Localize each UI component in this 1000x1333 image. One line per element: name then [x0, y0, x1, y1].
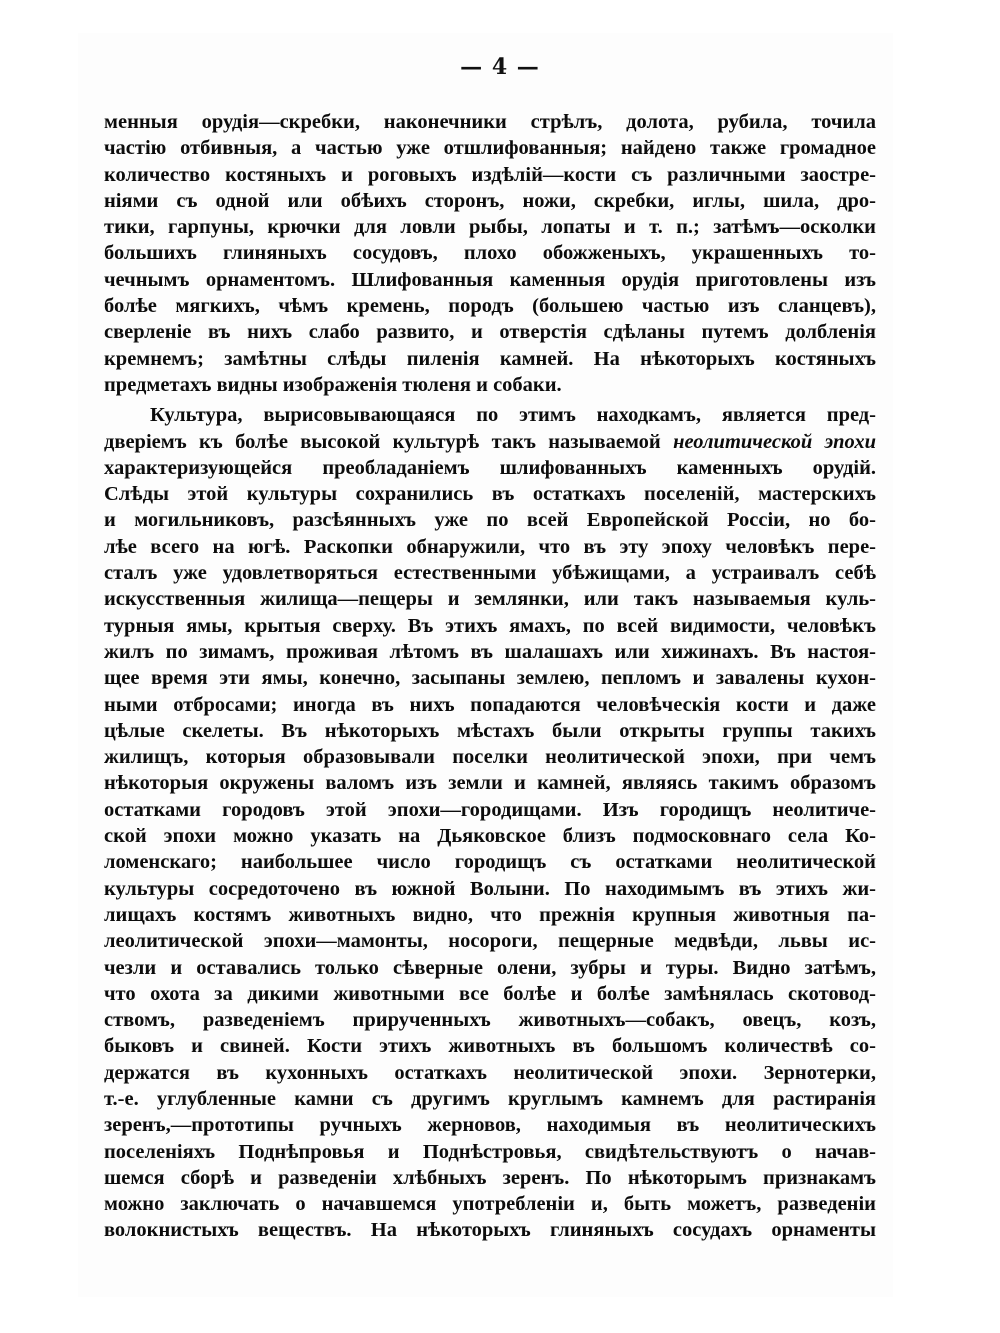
- text-line: что охота за дикими животными все болѣе и болѣе замѣнялась скотовод-: [104, 982, 876, 1005]
- text-line: болѣе мягкихъ, чѣмъ кремень, породъ (большею частью изъ сланцевъ),: [104, 295, 876, 318]
- paragraph-1: [104, 109, 876, 398]
- text-line: большихъ глиняныхъ сосудовъ, плохо обожженыхъ, украшенныхъ то-: [104, 242, 876, 265]
- text-line: леолитической эпохи—мамонты, носороги, пещерные медвѣди, львы ис-: [104, 930, 876, 953]
- text-line: ными отбросами; иногда въ нихъ попадаются человѣческія кости и даже: [104, 693, 876, 716]
- text-line: частію отбивныя, а частью уже отшлифованныя; найдено также громадное: [104, 137, 876, 160]
- text-line: жилъ по зимамъ, проживая лѣтомъ въ шалашахъ или хижинахъ. Въ настоя-: [104, 640, 876, 663]
- text-line: кремнемъ; замѣтны слѣды пиленія камней. На нѣкоторыхъ костяныхъ: [104, 347, 876, 370]
- text-line: чезли и оставались только сѣверные олени, зубры и туры. Видно затѣмъ,: [104, 956, 876, 979]
- text-line: нѣкоторыя окружены валомъ изъ земли и камней, являясь такимъ образомъ: [104, 772, 876, 795]
- text-line: тики, гарпуны, крючки для ловли рыбы, лопаты и т. п.; затѣмъ—осколки: [104, 216, 876, 239]
- text-line: быковъ и свиней. Кости этихъ животныхъ въ большомъ количествѣ со-: [104, 1035, 876, 1058]
- text-segment: дверіемъ къ болѣе высокой культурѣ такъ называемой: [104, 430, 661, 453]
- text-line: культуры сосредоточено въ южной Волыни. По находимымъ въ этихъ жи-: [104, 877, 876, 900]
- text-line: характеризующейся преобладаніемъ шлифованныхъ каменныхъ орудій.: [104, 456, 876, 479]
- text-line: держатся въ кухонныхъ остаткахъ неолитической эпохи. Зернотерки,: [104, 1061, 876, 1084]
- text-line: лищахъ костямъ животныхъ видно, что прежнія крупныя животныя па-: [104, 903, 876, 926]
- text-line: поселеніяхъ Поднѣпровья и Поднѣстровья, свидѣтельствуютъ о начав-: [104, 1140, 876, 1163]
- text-line: Слѣды этой культуры сохранились въ остаткахъ поселеній, мастерскихъ: [104, 483, 876, 506]
- text-line: Культура, вырисовывающаяся по этимъ находкамъ, является пред-: [150, 404, 876, 427]
- text-line: щее время эти ямы, конечно, засыпаны землею, пепломъ и завалены кухон-: [104, 667, 876, 690]
- page-number: — 4 —: [460, 54, 540, 80]
- italic-term: неолитической эпохи: [673, 430, 876, 453]
- text-line: искусственныя жилища—пещеры и землянки, или такъ называемыя куль-: [104, 588, 876, 611]
- text-line: турныя ямы, крытыя сверху. Въ этихъ ямахъ, по всей видимости, человѣкъ: [104, 614, 876, 637]
- text-line: шемся сборѣ и разведеніи хлѣбныхъ зеренъ. По нѣкоторымъ признакамъ: [104, 1166, 876, 1189]
- text-line: зеренъ,—прототипы ручныхъ жерновов, находимыя въ неолитическихъ: [104, 1114, 876, 1137]
- text-line: волокнистыхъ веществъ. На нѣкоторыхъ глиняныхъ сосудахъ орнаменты: [104, 1219, 876, 1242]
- text-line: жилищъ, которыя образовывали поселки неолитической эпохи, при чемъ: [104, 746, 876, 769]
- text-line: можно заключать о начавшемся употребленіи и, быть можетъ, разведеніи: [104, 1193, 876, 1216]
- text-line: количество костяныхъ и роговыхъ издѣлій—кости съ различными заостре-: [104, 163, 876, 186]
- text-line: цѣлые скелеты. Въ нѣкоторыхъ мѣстахъ были открыты группы такихъ: [104, 719, 876, 742]
- text-line: менныя орудія—скребки, наконечники стрѣлъ, долота, рубила, точила: [104, 111, 876, 133]
- text-line: сверленіе въ нихъ слабо развито, и отверстія сдѣланы путемъ долбленія: [104, 321, 876, 344]
- paragraph-2: [104, 402, 876, 1244]
- text-line: и могильниковъ, разсѣянныхъ уже по всей Европейской Россіи, но бо-: [104, 509, 876, 532]
- text-line: предметахъ видны изображенія тюленя и собаки.: [104, 373, 562, 396]
- text-line: ской эпохи можно указать на Дьяковское близъ подмосковнаго села Ко-: [104, 825, 876, 848]
- text-line: ствомъ, разведеніемъ прирученныхъ животныхъ—собакъ, овецъ, козъ,: [104, 1009, 876, 1032]
- text-line: т.-е. углубленные камни съ другимъ круглымъ камнемъ для растиранія: [104, 1087, 876, 1110]
- body-text: [104, 109, 876, 1244]
- text-line: сталъ уже удовлетворяться естественными убѣжищами, а устраивалъ себѣ: [104, 562, 876, 585]
- text-line: ломенскаго; наибольшее число городищъ съ остатками неолитической: [104, 851, 876, 874]
- text-line-with-italic: [104, 429, 876, 455]
- text-line: ніями съ одной или обѣихъ сторонъ, ножи, скребки, иглы, шила, дро-: [104, 189, 876, 212]
- text-line: чечнымъ орнаментомъ. Шлифованныя каменныя орудія приготовлены изъ: [104, 268, 876, 291]
- text-line: лѣе всего на югѣ. Раскопки обнаружили, что въ эту эпоху человѣкъ пере-: [104, 535, 876, 558]
- text-line: остатками городовъ этой эпохи—городищами. Изъ городищъ неолитиче-: [104, 798, 876, 821]
